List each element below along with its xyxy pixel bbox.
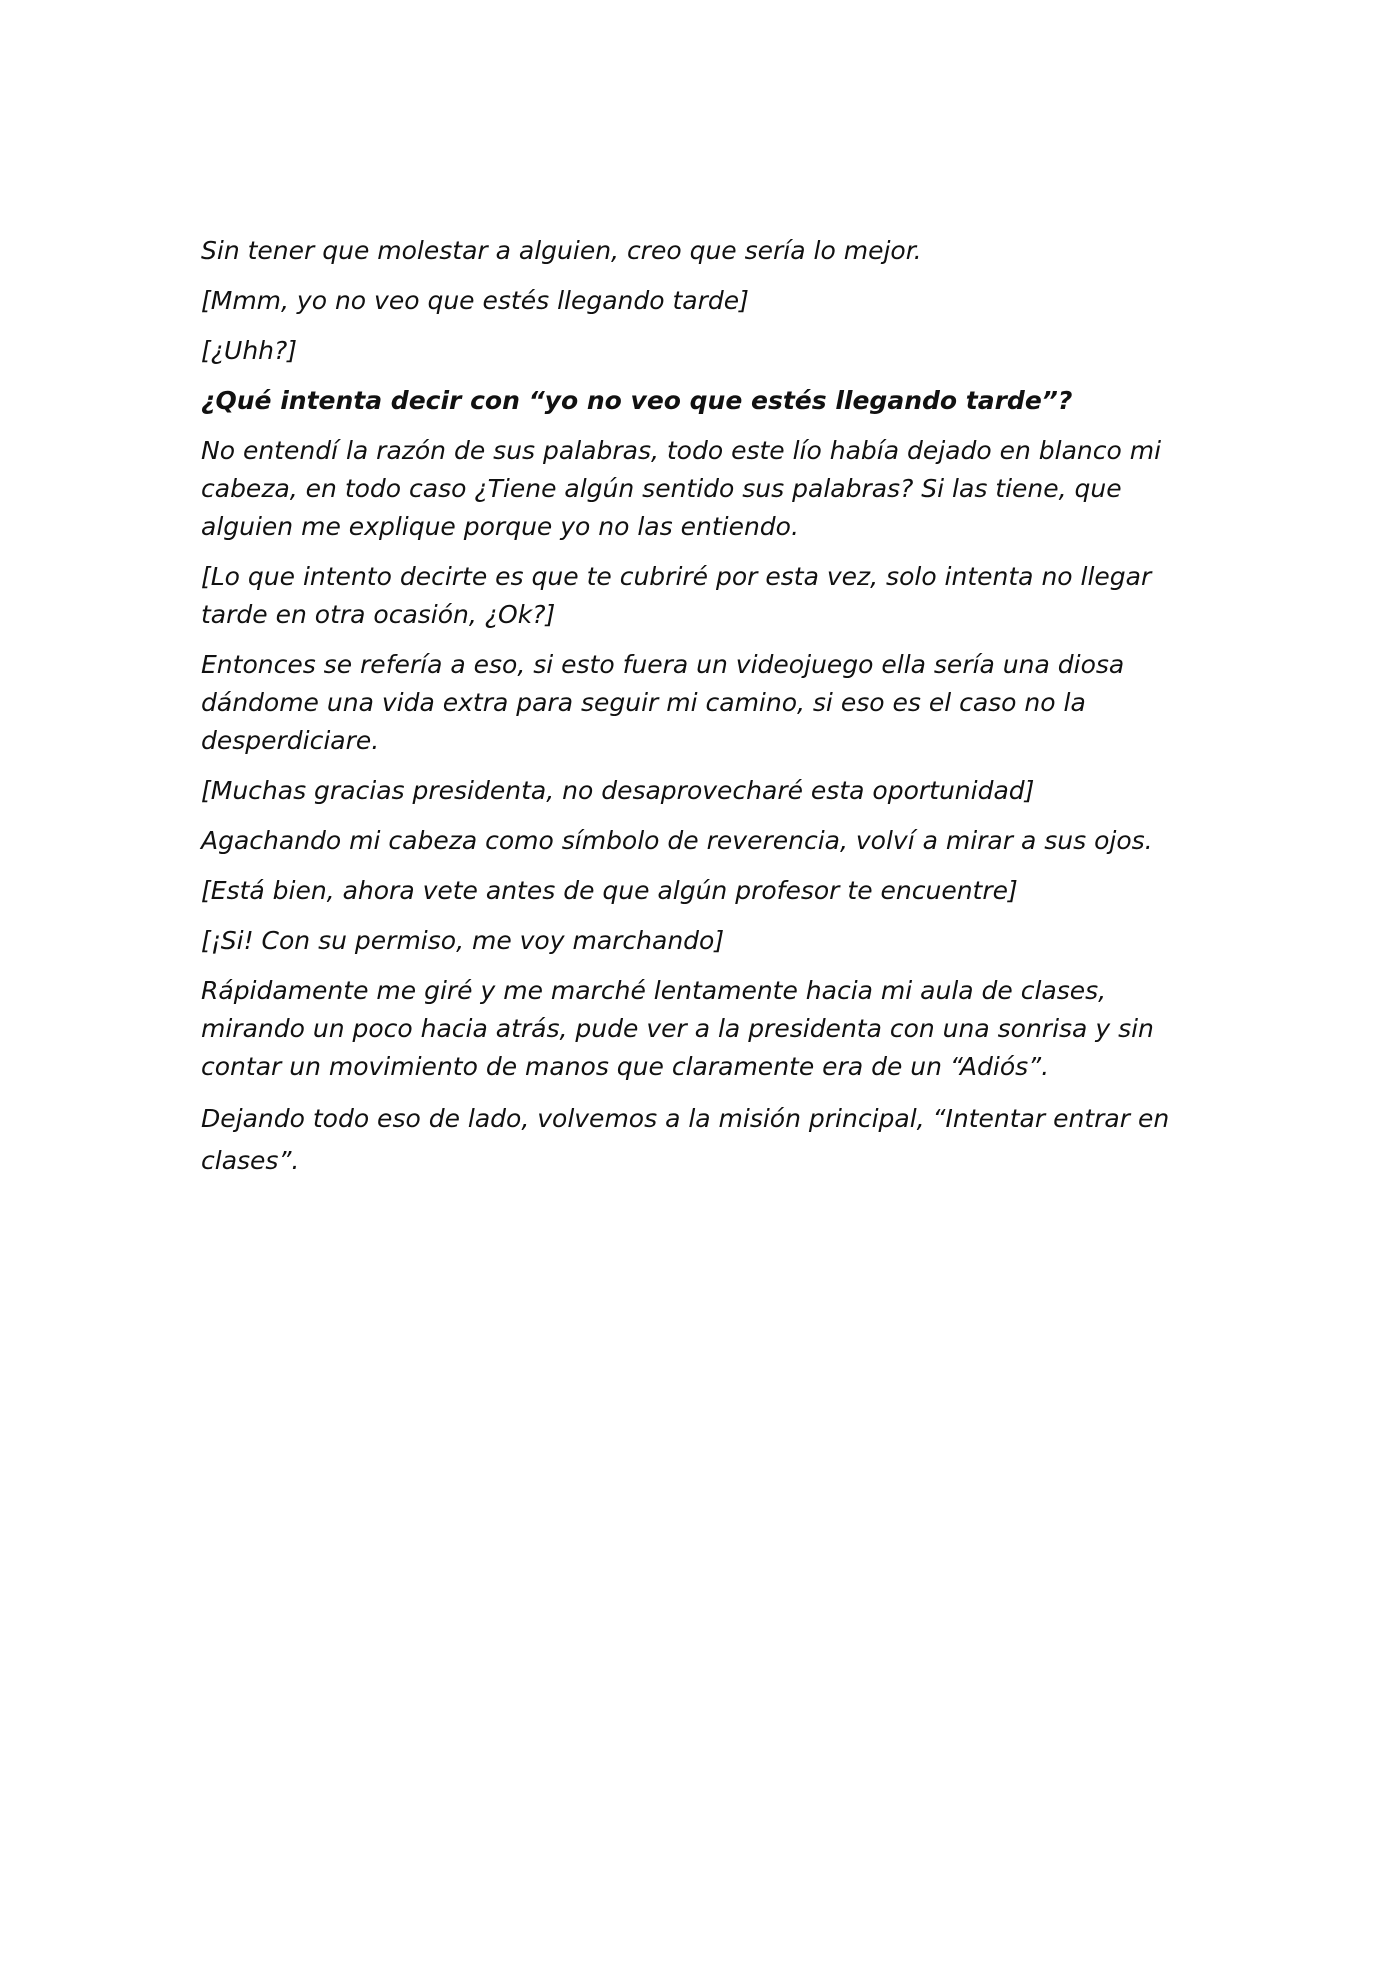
paragraph-1: Sin tener que molestar a alguien, creo que sería lo mejor. [201,236,922,265]
paragraph-4: ¿Qué intenta decir con “yo no veo que estés llegando tarde”? [201,386,1073,415]
paragraph-8: [Muchas gracias presidenta, no desaprovecharé esta oportunidad] [201,776,1035,805]
paragraph-7: Entonces se refería a eso, si esto fuera un videojuego ella sería una diosa dándome una vida extra para seguir mi camino, si eso es el caso no la desperdiciare. [201,650,1125,755]
paragraph-3: [¿Uhh?] [201,336,298,365]
document-body [201,232,1201,1194]
paragraph-13: Dejando todo eso de lado, volvemos a la misión principal, “Intentar entrar en clases”. [201,1104,1170,1175]
paragraph-9: Agachando mi cabeza como símbolo de reverencia, volví a mirar a sus ojos. [201,826,1153,855]
paragraph-5: No entendí la razón de sus palabras, todo este lío había dejado en blanco mi cabeza, en todo caso ¿Tiene algún sentido sus palabras? Si las tiene, que alguien me explique porque yo no las entiendo. [201,436,1162,541]
paragraph-12: Rápidamente me giré y me marché lentamente hacia mi aula de clases, mirando un poco hacia atrás, pude ver a la presidenta con una sonrisa y sin contar un movimiento de manos que claramente era de un “Adiós”. [201,976,1154,1081]
paragraph-6: [Lo que intento decirte es que te cubriré por esta vez, solo intenta no llegar tarde en otra ocasión, ¿Ok?] [201,562,1152,629]
paragraph-10: [Está bien, ahora vete antes de que algún profesor te encuentre] [201,876,1018,905]
paragraph-11: [¡Si! Con su permiso, me voy marchando] [201,926,725,955]
paragraph-2: [Mmm, yo no veo que estés llegando tarde] [201,286,749,315]
